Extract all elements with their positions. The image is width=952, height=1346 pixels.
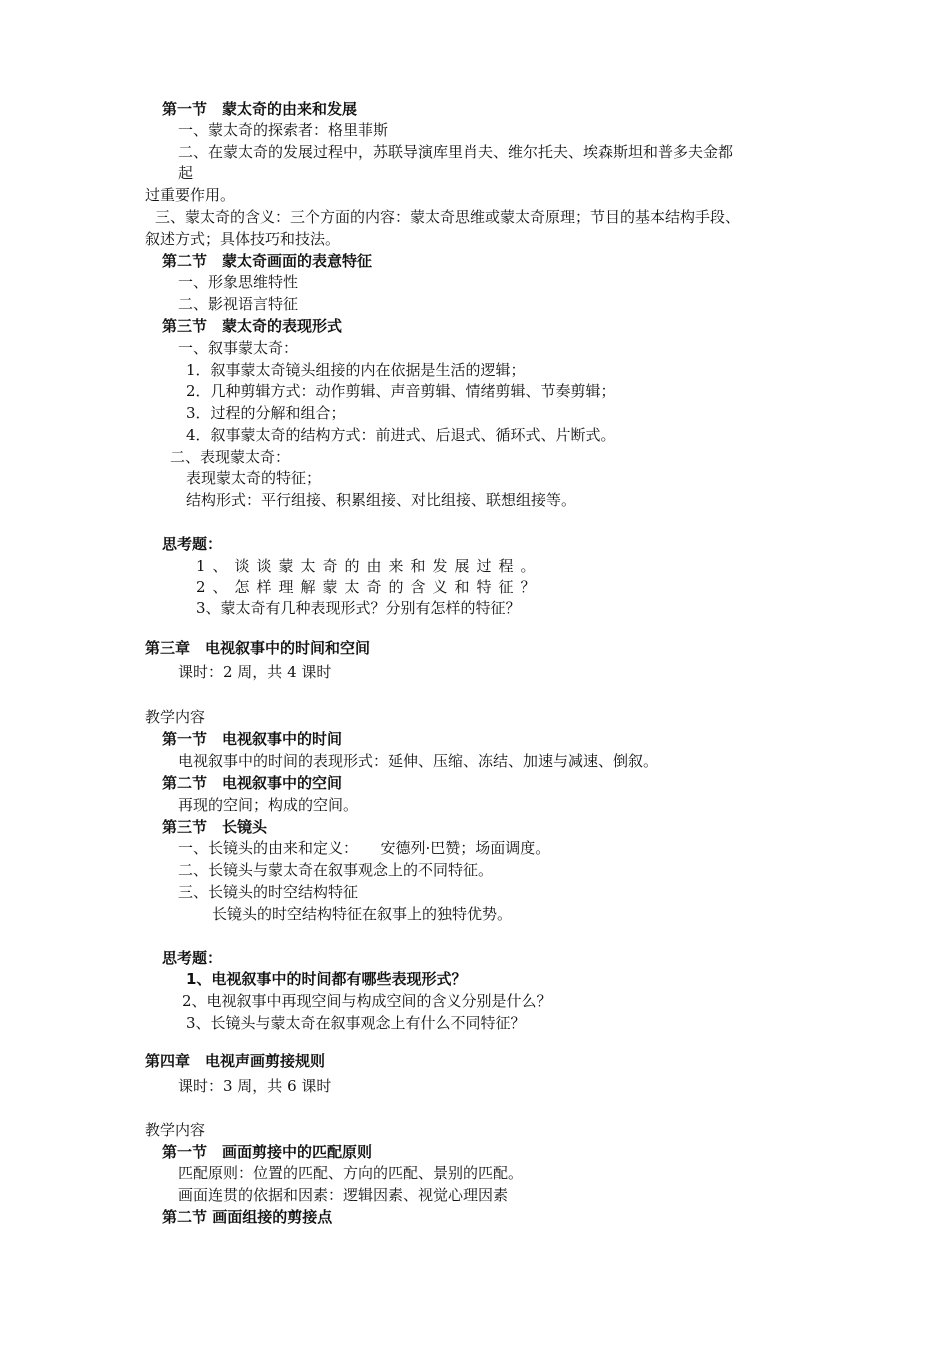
text-line: 再现的空间；构成的空间。 — [178, 796, 359, 814]
question-item: 3、长镜头与蒙太奇在叙事观念上有什么不同特征？ — [186, 1014, 526, 1032]
section-heading: 第三节 蒙太奇的表现形式 — [162, 317, 343, 335]
text-line: 叙述方式；具体技巧和技法。 — [145, 230, 341, 248]
question-item: 2、怎样理解蒙太奇的含义和特征？ — [196, 578, 543, 596]
text-line: 表现蒙太奇的特征； — [186, 469, 322, 487]
text-line: 起 — [178, 164, 194, 182]
questions-heading: 思考题： — [162, 949, 223, 967]
text-line: 1．叙事蒙太奇镜头组接的内在依据是生活的逻辑； — [186, 361, 526, 379]
question-item: 2、电视叙事中再现空间与构成空间的含义分别是什么？ — [182, 992, 552, 1010]
text-line: 一、长镜头的由来和定义： 安德列·巴赞；场面调度。 — [178, 839, 551, 857]
text-line: 一、叙事蒙太奇： — [178, 339, 299, 357]
section-heading: 第三节 长镜头 — [162, 818, 268, 836]
text-line: 一、形象思维特性 — [178, 273, 299, 291]
text-line: 3．过程的分解和组合； — [186, 404, 346, 422]
content-label: 教学内容 — [145, 708, 206, 726]
text-line: 画面连贯的依据和因素：逻辑因素、视觉心理因素 — [178, 1186, 509, 1204]
text-line: 二、长镜头与蒙太奇在叙事观念上的不同特征。 — [178, 861, 494, 879]
text-line: 二、表现蒙太奇： — [170, 448, 291, 466]
question-item: 1、谈谈蒙太奇的由来和发展过程。 — [196, 557, 543, 575]
content-label: 教学内容 — [145, 1121, 206, 1139]
text-line: 4．叙事蒙太奇的结构方式：前进式、后退式、循环式、片断式。 — [186, 426, 616, 444]
text-line: 电视叙事中的时间的表现形式：延伸、压缩、冻结、加速与减速、倒叙。 — [178, 752, 659, 770]
section-heading: 第二节 电视叙事中的空间 — [162, 774, 343, 792]
text-line: 匹配原则：位置的匹配、方向的匹配、景别的匹配。 — [178, 1164, 524, 1182]
text-line: 一、蒙太奇的探索者：格里菲斯 — [178, 121, 389, 139]
section-heading: 第一节 电视叙事中的时间 — [162, 730, 343, 748]
class-hours: 课时：3 周，共 6 课时 — [178, 1077, 332, 1095]
text-line: 二、影视语言特征 — [178, 295, 299, 313]
section-heading: 第一节 画面剪接中的匹配原则 — [162, 1143, 373, 1161]
chapter-title: 第三章 电视叙事中的时间和空间 — [145, 639, 371, 657]
class-hours: 课时：2 周，共 4 课时 — [178, 663, 332, 681]
questions-heading: 思考题： — [162, 535, 223, 553]
text-line: 2．几种剪辑方式：动作剪辑、声音剪辑、情绪剪辑、节奏剪辑； — [186, 382, 616, 400]
section-heading: 第二节 画面组接的剪接点 — [162, 1208, 333, 1226]
text-line: 过重要作用。 — [145, 186, 236, 204]
text-line: 三、蒙太奇的含义：三个方面的内容：蒙太奇思维或蒙太奇原理；节目的基本结构手段、 — [155, 208, 741, 226]
chapter-title: 第四章 电视声画剪接规则 — [145, 1052, 326, 1070]
text-line: 三、长镜头的时空结构特征 — [178, 883, 359, 901]
question-item: 3、蒙太奇有几种表现形式？分别有怎样的特征？ — [196, 599, 521, 617]
text-line: 二、在蒙太奇的发展过程中，苏联导演库里肖夫、维尔托夫、埃森斯坦和普多夫金都 — [178, 143, 734, 161]
text-line: 结构形式：平行组接、积累组接、对比组接、联想组接等。 — [186, 491, 577, 509]
section-heading: 第一节 蒙太奇的由来和发展 — [162, 100, 358, 118]
text-line: 长镜头的时空结构特征在叙事上的独特优势。 — [212, 905, 513, 923]
question-item: 1、电视叙事中的时间都有哪些表现形式？ — [186, 970, 467, 988]
section-heading: 第二节 蒙太奇画面的表意特征 — [162, 252, 373, 270]
